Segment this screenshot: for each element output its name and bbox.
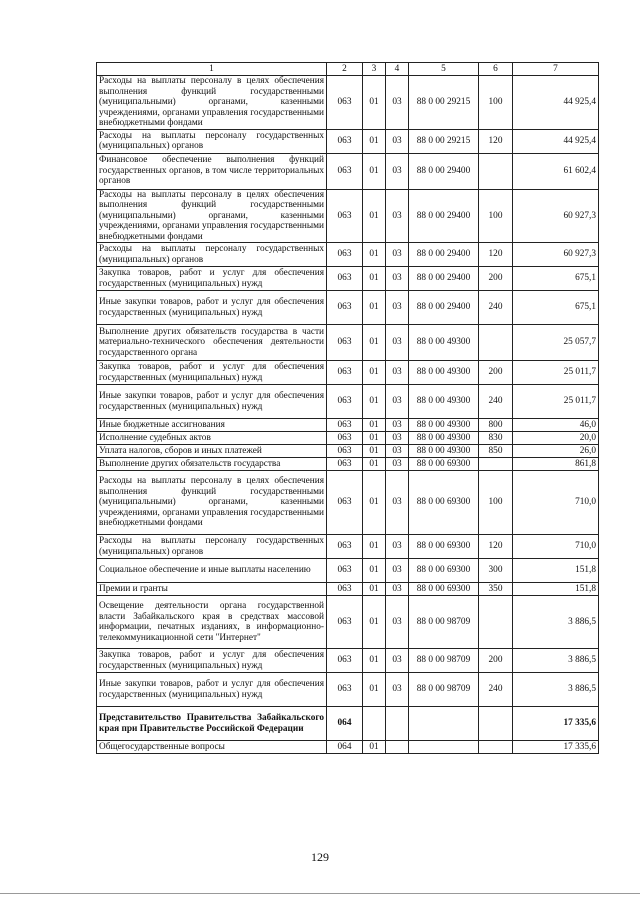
table-row (97, 471, 599, 535)
row-admin-code-cell: 063 (327, 243, 363, 267)
row-name-cell: Расходы на выплаты персоналу государственных (муниципальных) органов (97, 243, 327, 267)
row-subsection-cell: 03 (386, 419, 409, 432)
header-cell: 2 (327, 63, 363, 76)
row-admin-code-cell: 063 (327, 267, 363, 291)
row-admin-code-cell: 063 (327, 649, 363, 673)
row-name-cell: Иные закупки товаров, работ и услуг для обеспечения государственных (муниципальных) нужд (97, 673, 327, 707)
row-admin-code-cell: 063 (327, 559, 363, 583)
row-subsection-cell: 03 (386, 153, 409, 189)
row-admin-code-cell: 063 (327, 361, 363, 385)
row-admin-code-cell: 063 (327, 535, 363, 559)
row-name-cell: Закупка товаров, работ и услуг для обеспечения государственных (муниципальных) нужд (97, 267, 327, 291)
row-expense-type-cell (479, 458, 513, 471)
row-target-article-cell: 88 0 00 49300 (409, 385, 479, 419)
row-section-cell: 01 (363, 583, 386, 596)
table-header-row (97, 63, 599, 76)
row-subsection-cell: 03 (386, 535, 409, 559)
row-section-cell: 01 (363, 741, 386, 754)
row-section-cell: 01 (363, 445, 386, 458)
row-target-article-cell: 88 0 00 49300 (409, 432, 479, 445)
row-amount-cell: 26,0 (513, 445, 599, 458)
row-subsection-cell: 03 (386, 583, 409, 596)
row-target-article-cell: 88 0 00 49300 (409, 445, 479, 458)
row-subsection-cell: 03 (386, 243, 409, 267)
row-expense-type-cell: 100 (479, 76, 513, 130)
row-expense-type-cell: 100 (479, 189, 513, 243)
row-admin-code-cell: 063 (327, 419, 363, 432)
row-amount-cell: 25 057,7 (513, 325, 599, 361)
row-name-cell: Выполнение других обязательств государства в части материально-технического обеспечения деятельности государственного органа (97, 325, 327, 361)
row-subsection-cell: 03 (386, 291, 409, 325)
row-target-article-cell: 88 0 00 98709 (409, 596, 479, 649)
table-row (97, 445, 599, 458)
row-admin-code-cell: 064 (327, 741, 363, 754)
row-amount-cell: 675,1 (513, 291, 599, 325)
row-expense-type-cell: 240 (479, 385, 513, 419)
row-section-cell: 01 (363, 385, 386, 419)
row-admin-code-cell: 064 (327, 707, 363, 741)
row-expense-type-cell: 120 (479, 243, 513, 267)
row-expense-type-cell: 350 (479, 583, 513, 596)
row-section-cell: 01 (363, 76, 386, 130)
row-expense-type-cell: 240 (479, 673, 513, 707)
row-name-cell: Исполнение судебных актов (97, 432, 327, 445)
row-target-article-cell: 88 0 00 29215 (409, 129, 479, 153)
header-cell: 5 (409, 63, 479, 76)
row-expense-type-cell (479, 325, 513, 361)
table-row (97, 458, 599, 471)
row-expense-type-cell: 850 (479, 445, 513, 458)
row-subsection-cell: 03 (386, 471, 409, 535)
row-amount-cell: 3 886,5 (513, 596, 599, 649)
row-amount-cell: 44 925,4 (513, 129, 599, 153)
row-section-cell (363, 707, 386, 741)
row-subsection-cell: 03 (386, 361, 409, 385)
row-expense-type-cell: 200 (479, 361, 513, 385)
row-subsection-cell: 03 (386, 76, 409, 130)
row-subsection-cell (386, 707, 409, 741)
row-admin-code-cell: 063 (327, 583, 363, 596)
row-expense-type-cell: 830 (479, 432, 513, 445)
row-name-cell: Премии и гранты (97, 583, 327, 596)
row-admin-code-cell: 063 (327, 432, 363, 445)
row-amount-cell: 25 011,7 (513, 385, 599, 419)
page-number: 129 (311, 850, 329, 864)
table-row (97, 267, 599, 291)
table-row (97, 741, 599, 754)
row-subsection-cell: 03 (386, 189, 409, 243)
row-target-article-cell: 88 0 00 69300 (409, 559, 479, 583)
row-target-article-cell: 88 0 00 69300 (409, 535, 479, 559)
row-section-cell: 01 (363, 559, 386, 583)
row-expense-type-cell (479, 741, 513, 754)
row-section-cell: 01 (363, 673, 386, 707)
row-subsection-cell (386, 741, 409, 754)
table-row (97, 583, 599, 596)
row-target-article-cell: 88 0 00 98709 (409, 649, 479, 673)
row-amount-cell: 710,0 (513, 535, 599, 559)
row-target-article-cell (409, 741, 479, 754)
budget-table (96, 62, 599, 754)
row-amount-cell: 151,8 (513, 583, 599, 596)
row-admin-code-cell: 063 (327, 189, 363, 243)
row-subsection-cell: 03 (386, 673, 409, 707)
row-name-cell: Общегосударственные вопросы (97, 741, 327, 754)
row-admin-code-cell: 063 (327, 445, 363, 458)
row-expense-type-cell: 240 (479, 291, 513, 325)
table-body (97, 63, 599, 754)
row-section-cell: 01 (363, 291, 386, 325)
row-name-cell: Социальное обеспечение и иные выплаты населению (97, 559, 327, 583)
row-admin-code-cell: 063 (327, 129, 363, 153)
row-expense-type-cell: 200 (479, 649, 513, 673)
table-row (97, 385, 599, 419)
row-name-cell: Закупка товаров, работ и услуг для обеспечения государственных (муниципальных) нужд (97, 361, 327, 385)
row-target-article-cell: 88 0 00 49300 (409, 361, 479, 385)
row-admin-code-cell: 063 (327, 325, 363, 361)
row-name-cell: Иные закупки товаров, работ и услуг для обеспечения государственных (муниципальных) нужд (97, 291, 327, 325)
row-amount-cell: 17 335,6 (513, 707, 599, 741)
row-expense-type-cell: 120 (479, 535, 513, 559)
row-section-cell: 01 (363, 471, 386, 535)
row-amount-cell: 46,0 (513, 419, 599, 432)
row-subsection-cell: 03 (386, 385, 409, 419)
row-section-cell: 01 (363, 649, 386, 673)
row-amount-cell: 17 335,6 (513, 741, 599, 754)
table-row (97, 325, 599, 361)
row-target-article-cell: 88 0 00 69300 (409, 583, 479, 596)
row-name-cell: Выполнение других обязательств государства (97, 458, 327, 471)
row-amount-cell: 710,0 (513, 471, 599, 535)
table-row (97, 243, 599, 267)
row-amount-cell: 3 886,5 (513, 649, 599, 673)
row-section-cell: 01 (363, 325, 386, 361)
header-cell: 4 (386, 63, 409, 76)
row-admin-code-cell: 063 (327, 76, 363, 130)
table-row (97, 361, 599, 385)
row-section-cell: 01 (363, 361, 386, 385)
row-amount-cell: 675,1 (513, 267, 599, 291)
row-section-cell: 01 (363, 153, 386, 189)
row-expense-type-cell: 120 (479, 129, 513, 153)
row-target-article-cell: 88 0 00 29215 (409, 76, 479, 130)
row-amount-cell: 25 011,7 (513, 361, 599, 385)
table-row (97, 76, 599, 130)
table-row (97, 432, 599, 445)
row-section-cell: 01 (363, 129, 386, 153)
table-row (97, 673, 599, 707)
row-expense-type-cell (479, 596, 513, 649)
row-name-cell: Расходы на выплаты персоналу в целях обеспечения выполнения функций государственными (муниципальными) органами, казенными учреждениями, органами управления государственными внебюджетными фондами (97, 189, 327, 243)
row-target-article-cell: 88 0 00 98709 (409, 673, 479, 707)
table-row (97, 129, 599, 153)
row-admin-code-cell: 063 (327, 596, 363, 649)
row-name-cell: Иные бюджетные ассигнования (97, 419, 327, 432)
row-subsection-cell: 03 (386, 596, 409, 649)
row-name-cell: Уплата налогов, сборов и иных платежей (97, 445, 327, 458)
row-section-cell: 01 (363, 189, 386, 243)
table-row (97, 291, 599, 325)
row-subsection-cell: 03 (386, 559, 409, 583)
row-section-cell: 01 (363, 267, 386, 291)
row-target-article-cell: 88 0 00 69300 (409, 458, 479, 471)
header-cell: 3 (363, 63, 386, 76)
row-amount-cell: 60 927,3 (513, 189, 599, 243)
row-admin-code-cell: 063 (327, 471, 363, 535)
row-name-cell: Закупка товаров, работ и услуг для обеспечения государственных (муниципальных) нужд (97, 649, 327, 673)
row-name-cell: Расходы на выплаты персоналу в целях обеспечения выполнения функций государственными (муниципальными) органами, казенными учреждениями, органами управления государственными внебюджетными фондами (97, 76, 327, 130)
row-section-cell: 01 (363, 535, 386, 559)
row-name-cell: Расходы на выплаты персоналу государственных (муниципальных) органов (97, 535, 327, 559)
row-amount-cell: 60 927,3 (513, 243, 599, 267)
row-target-article-cell: 88 0 00 69300 (409, 471, 479, 535)
row-subsection-cell: 03 (386, 458, 409, 471)
row-expense-type-cell: 300 (479, 559, 513, 583)
row-expense-type-cell (479, 153, 513, 189)
row-target-article-cell: 88 0 00 49300 (409, 325, 479, 361)
row-amount-cell: 20,0 (513, 432, 599, 445)
table-row (97, 419, 599, 432)
row-amount-cell: 151,8 (513, 559, 599, 583)
row-target-article-cell: 88 0 00 49300 (409, 419, 479, 432)
row-admin-code-cell: 063 (327, 673, 363, 707)
row-subsection-cell: 03 (386, 432, 409, 445)
row-admin-code-cell: 063 (327, 153, 363, 189)
footer-divider (0, 893, 640, 894)
row-section-cell: 01 (363, 458, 386, 471)
header-cell: 1 (97, 63, 327, 76)
table-row (97, 535, 599, 559)
row-amount-cell: 44 925,4 (513, 76, 599, 130)
row-target-article-cell: 88 0 00 29400 (409, 189, 479, 243)
row-target-article-cell: 88 0 00 29400 (409, 267, 479, 291)
table-row (97, 649, 599, 673)
row-name-cell: Расходы на выплаты персоналу государственных (муниципальных) органов (97, 129, 327, 153)
row-expense-type-cell (479, 707, 513, 741)
row-name-cell: Представительство Правительства Забайкальского края при Правительстве Российской Федерации (97, 707, 327, 741)
table-row (97, 559, 599, 583)
row-admin-code-cell: 063 (327, 385, 363, 419)
row-amount-cell: 3 886,5 (513, 673, 599, 707)
row-section-cell: 01 (363, 432, 386, 445)
row-name-cell: Иные закупки товаров, работ и услуг для обеспечения государственных (муниципальных) нужд (97, 385, 327, 419)
row-amount-cell: 861,8 (513, 458, 599, 471)
header-cell: 7 (513, 63, 599, 76)
row-section-cell: 01 (363, 596, 386, 649)
row-target-article-cell: 88 0 00 29400 (409, 243, 479, 267)
row-section-cell: 01 (363, 419, 386, 432)
row-target-article-cell: 88 0 00 29400 (409, 291, 479, 325)
row-subsection-cell: 03 (386, 445, 409, 458)
table-row (97, 707, 599, 741)
row-name-cell: Финансовое обеспечение выполнения функций государственных органов, в том числе территориальных органов (97, 153, 327, 189)
row-target-article-cell (409, 707, 479, 741)
row-admin-code-cell: 063 (327, 458, 363, 471)
row-subsection-cell: 03 (386, 129, 409, 153)
row-target-article-cell: 88 0 00 29400 (409, 153, 479, 189)
table-row (97, 596, 599, 649)
row-section-cell: 01 (363, 243, 386, 267)
row-subsection-cell: 03 (386, 267, 409, 291)
row-amount-cell: 61 602,4 (513, 153, 599, 189)
row-expense-type-cell: 100 (479, 471, 513, 535)
header-cell: 6 (479, 63, 513, 76)
row-admin-code-cell: 063 (327, 291, 363, 325)
row-expense-type-cell: 800 (479, 419, 513, 432)
row-subsection-cell: 03 (386, 325, 409, 361)
row-name-cell: Расходы на выплаты персоналу в целях обеспечения выполнения функций государственными (муниципальными) органами, казенными учреждениями, органами управления государственными внебюджетными фондами (97, 471, 327, 535)
row-subsection-cell: 03 (386, 649, 409, 673)
row-expense-type-cell: 200 (479, 267, 513, 291)
table-row (97, 189, 599, 243)
table-row (97, 153, 599, 189)
row-name-cell: Освещение деятельности органа государственной власти Забайкальского края в средствах массовой информации, печатных изданиях, в информационно-телекоммуникационной сети "Интернет" (97, 596, 327, 649)
